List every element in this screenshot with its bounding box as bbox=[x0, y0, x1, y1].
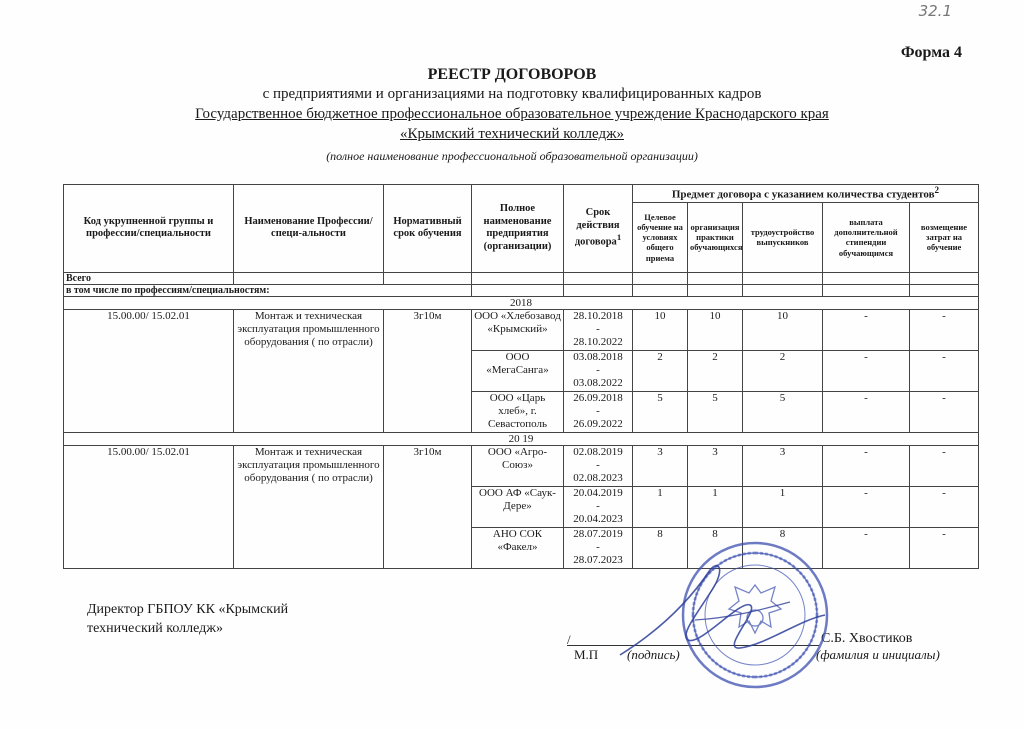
count-cell-1: 1 bbox=[633, 486, 688, 527]
organization-cell: ООО «МегаСанга» bbox=[472, 350, 564, 391]
date-separator: - bbox=[596, 459, 600, 472]
specialty-code: 15.00.00/ 15.02.01 bbox=[64, 445, 234, 568]
count-cell-1: 8 bbox=[633, 527, 688, 568]
subheader-practice: организация практики обучающихся bbox=[688, 202, 743, 272]
count-cell-3: 2 bbox=[743, 350, 823, 391]
count-cell-3: 5 bbox=[743, 391, 823, 432]
count-cell-5: - bbox=[910, 527, 979, 568]
count-cell-4: - bbox=[823, 350, 910, 391]
director-position: Директор ГБПОУ КК «Крымский технический колледж» bbox=[87, 602, 289, 636]
count-cell-1: 5 bbox=[633, 391, 688, 432]
date-from: 26.09.2018 bbox=[573, 391, 623, 404]
header-validity-label: Срок действия договора bbox=[574, 207, 620, 248]
specialty-name: Монтаж и техническая эксплуатация промышленного оборудования ( по отрасли) bbox=[234, 309, 384, 432]
count-cell-4: - bbox=[823, 391, 910, 432]
header-code: Код укрупненной группы и профессии/специальности bbox=[64, 185, 234, 273]
date-separator: - bbox=[596, 364, 600, 377]
date-separator: - bbox=[596, 500, 600, 513]
including-row-label: в том числе по профессиям/специальностям: bbox=[64, 284, 472, 296]
count-cell-2: 10 bbox=[688, 309, 743, 350]
header-term: Нормативный срок обучения bbox=[384, 185, 472, 273]
signature-slash: / bbox=[567, 632, 571, 647]
date-to: 26.09.2022 bbox=[573, 418, 623, 431]
organization-cell: ООО «Агро-Союз» bbox=[472, 445, 564, 486]
organization-cell: ООО «Хлебозавод «Крымский» bbox=[472, 309, 564, 350]
header-validity bbox=[564, 185, 633, 273]
date-separator: - bbox=[596, 323, 600, 336]
study-term: 3г10м bbox=[384, 445, 472, 568]
specialty-name: Монтаж и техническая эксплуатация промышленного оборудования ( по отрасли) bbox=[234, 445, 384, 568]
corner-mark: 32.1 bbox=[918, 2, 952, 20]
count-cell-1: 3 bbox=[633, 445, 688, 486]
subheader-cost-reimbursement: возмещение затрат на обучение bbox=[910, 202, 979, 272]
count-cell-5: - bbox=[910, 309, 979, 350]
date-from: 20.04.2019 bbox=[573, 486, 623, 499]
organization-cell: ООО АФ «Саук-Дере» bbox=[472, 486, 564, 527]
contracts-registry-table bbox=[63, 184, 979, 569]
total-row-label: Всего bbox=[64, 272, 234, 284]
count-cell-1: 10 bbox=[633, 309, 688, 350]
handwritten-signature bbox=[600, 560, 830, 670]
header-subject bbox=[633, 185, 979, 203]
count-cell-1: 2 bbox=[633, 350, 688, 391]
study-term: 3г10м bbox=[384, 309, 472, 432]
count-cell-2: 3 bbox=[688, 445, 743, 486]
form-label: Форма 4 bbox=[900, 44, 962, 61]
count-cell-4: - bbox=[823, 527, 910, 568]
header-name: Наименование Профессии/специ-альности bbox=[234, 185, 384, 273]
year-row: 2018 bbox=[64, 296, 979, 309]
footnote-2-mark: 2 bbox=[934, 185, 940, 195]
count-cell-2: 2 bbox=[688, 350, 743, 391]
table-row bbox=[64, 309, 979, 350]
count-cell-4: - bbox=[823, 486, 910, 527]
count-cell-4: - bbox=[823, 445, 910, 486]
date-separator: - bbox=[596, 405, 600, 418]
count-cell-2: 5 bbox=[688, 391, 743, 432]
date-from: 28.10.2018 bbox=[573, 309, 623, 322]
table-row bbox=[64, 445, 979, 486]
footnote-1-mark: 1 bbox=[616, 232, 622, 243]
organization-cell: ООО «Царь хлеб», г. Севастополь bbox=[472, 391, 564, 432]
date-to: 28.10.2022 bbox=[573, 336, 623, 349]
count-cell-2: 1 bbox=[688, 486, 743, 527]
contract-validity-cell bbox=[564, 445, 633, 486]
date-from: 02.08.2019 bbox=[573, 445, 623, 458]
count-cell-5: - bbox=[910, 486, 979, 527]
director-name: С.Б. Хвостиков bbox=[821, 631, 913, 646]
signature-caption: (подпись) bbox=[627, 647, 680, 662]
subheader-scholarship: выплата дополнительной стипендии обучающимся bbox=[823, 202, 910, 272]
date-to: 03.08.2022 bbox=[573, 377, 623, 390]
contract-validity-cell bbox=[564, 486, 633, 527]
date-from: 28.07.2019 bbox=[573, 527, 623, 540]
year-row: 20 19 bbox=[64, 432, 979, 445]
organization-cell: АНО СОК «Факел» bbox=[472, 527, 564, 568]
document-title: РЕЕСТР ДОГОВОРОВ bbox=[427, 66, 597, 83]
specialty-code: 15.00.00/ 15.02.01 bbox=[64, 309, 234, 432]
count-cell-5: - bbox=[910, 445, 979, 486]
count-cell-3: 3 bbox=[743, 445, 823, 486]
date-to: 28.07.2023 bbox=[573, 554, 623, 567]
count-cell-4: - bbox=[823, 309, 910, 350]
contract-validity-cell bbox=[564, 391, 633, 432]
count-cell-3: 10 bbox=[743, 309, 823, 350]
contract-validity-cell bbox=[564, 350, 633, 391]
header-subject-label: Предмет договора с указанием количества студентов bbox=[671, 188, 935, 201]
date-to: 02.08.2023 bbox=[573, 472, 623, 485]
organization-name-line1: Государственное бюджетное профессиональное образовательное учреждение Краснодарского края bbox=[195, 106, 829, 122]
count-cell-5: - bbox=[910, 391, 979, 432]
date-to: 20.04.2023 bbox=[573, 513, 623, 526]
organization-name-line2: «Крымский технический колледж» bbox=[400, 126, 624, 142]
organization-caption: (полное наименование профессиональной образовательной организации) bbox=[326, 149, 698, 163]
date-separator: - bbox=[596, 541, 600, 554]
count-cell-2: 8 bbox=[688, 527, 743, 568]
count-cell-3: 1 bbox=[743, 486, 823, 527]
subheader-employment: трудоустройство выпускников bbox=[743, 202, 823, 272]
subheader-target-training: Целевое обучение на условиях общего приема bbox=[633, 202, 688, 272]
count-cell-5: - bbox=[910, 350, 979, 391]
stamp-place-label: М.П bbox=[574, 647, 599, 662]
count-cell-3: 8 bbox=[743, 527, 823, 568]
document-subtitle: с предприятиями и организациями на подготовку квалифицированных кадров bbox=[262, 86, 762, 102]
contract-validity-cell bbox=[564, 309, 633, 350]
name-caption: (фамилия и инициалы) bbox=[816, 647, 940, 662]
date-from: 03.08.2018 bbox=[573, 350, 623, 363]
header-organization: Полное наименование предприятия (организации) bbox=[472, 185, 564, 273]
